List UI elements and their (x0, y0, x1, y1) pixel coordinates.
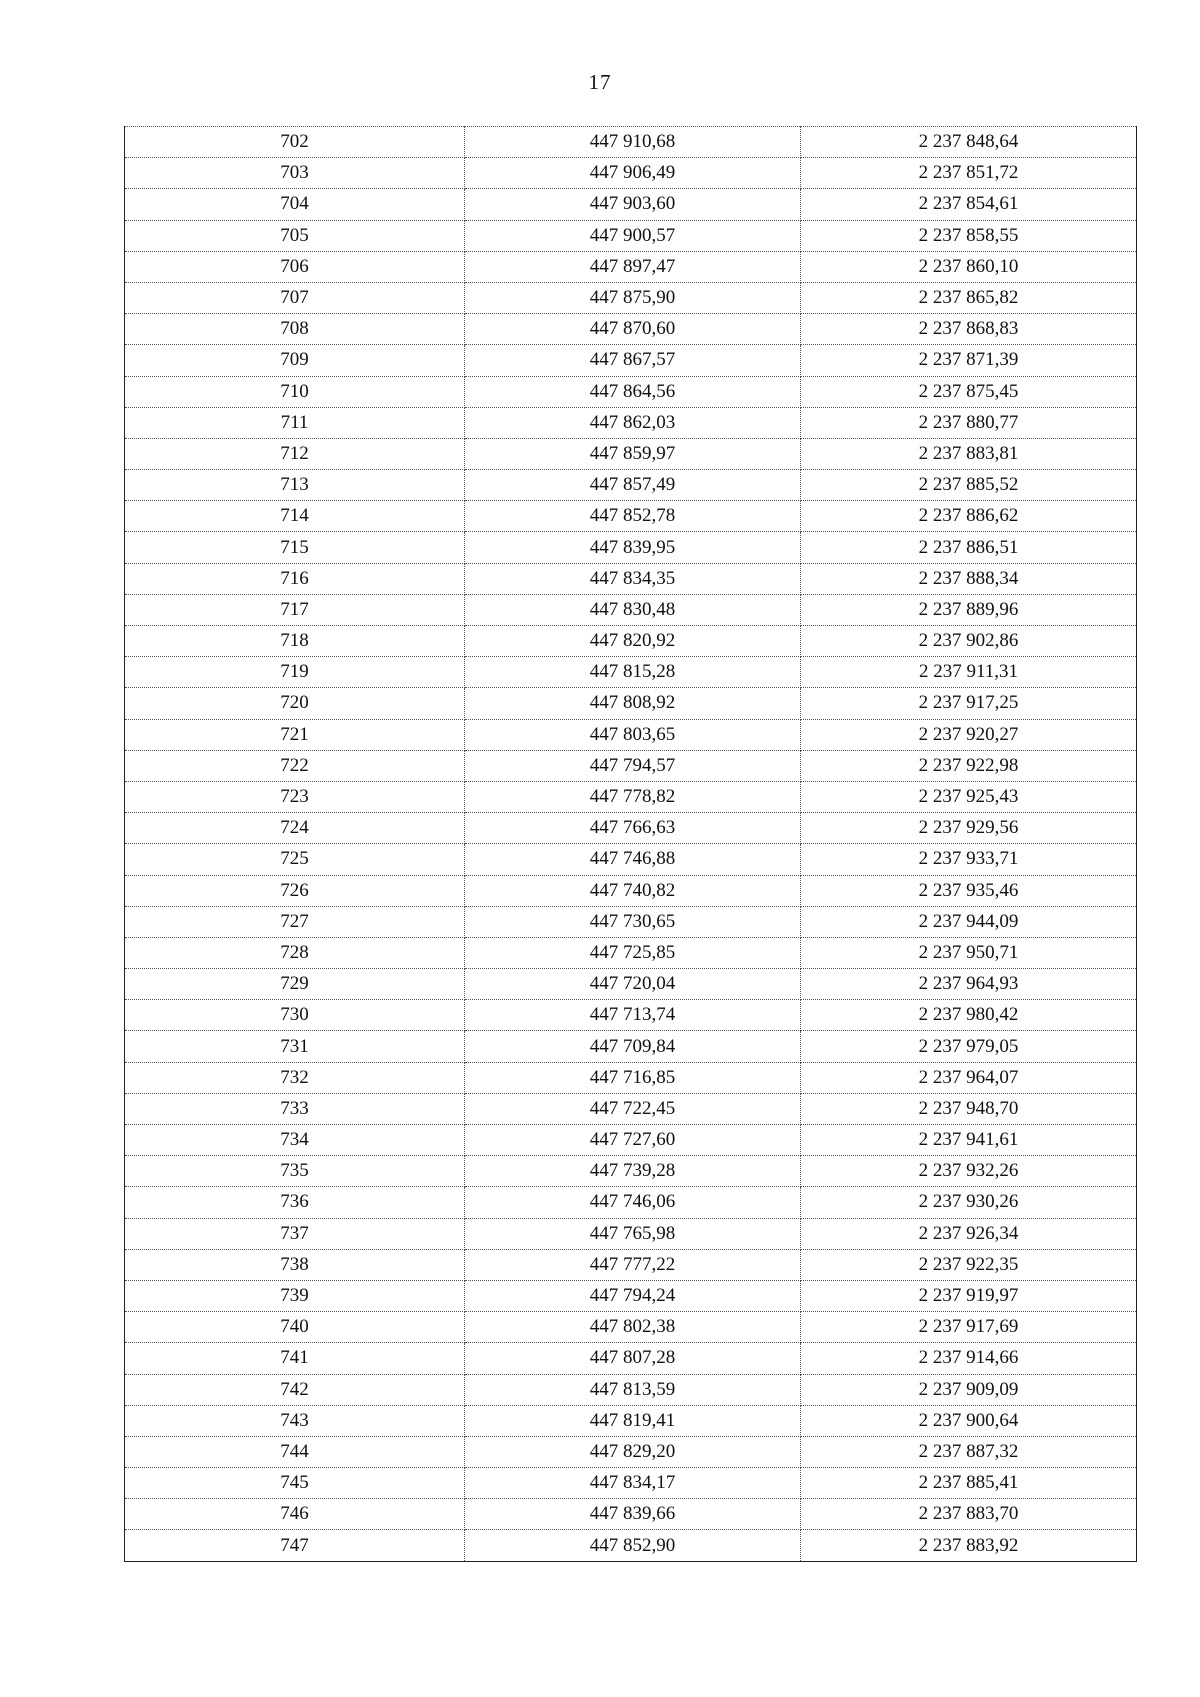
y-coordinate-cell: 2 237 922,35 (801, 1249, 1137, 1280)
table-row (125, 1280, 1137, 1311)
table-row (125, 875, 1137, 906)
point-number-cell: 715 (125, 532, 465, 563)
y-coordinate-cell: 2 237 917,69 (801, 1312, 1137, 1343)
y-coordinate-cell: 2 237 880,77 (801, 407, 1137, 438)
table-row (125, 1436, 1137, 1467)
point-number-cell: 731 (125, 1031, 465, 1062)
point-number-cell: 720 (125, 688, 465, 719)
table-row (125, 1093, 1137, 1124)
y-coordinate-cell: 2 237 887,32 (801, 1436, 1137, 1467)
y-coordinate-cell: 2 237 935,46 (801, 875, 1137, 906)
x-coordinate-cell: 447 870,60 (465, 314, 801, 345)
coordinates-table-body (125, 127, 1137, 1562)
point-number-cell: 709 (125, 345, 465, 376)
table-row (125, 781, 1137, 812)
y-coordinate-cell: 2 237 980,42 (801, 1000, 1137, 1031)
y-coordinate-cell: 2 237 848,64 (801, 127, 1137, 158)
y-coordinate-cell: 2 237 950,71 (801, 937, 1137, 968)
x-coordinate-cell: 447 740,82 (465, 875, 801, 906)
point-number-cell: 747 (125, 1530, 465, 1561)
point-number-cell: 704 (125, 189, 465, 220)
point-number-cell: 718 (125, 626, 465, 657)
y-coordinate-cell: 2 237 858,55 (801, 220, 1137, 251)
y-coordinate-cell: 2 237 929,56 (801, 813, 1137, 844)
x-coordinate-cell: 447 834,35 (465, 563, 801, 594)
y-coordinate-cell: 2 237 925,43 (801, 781, 1137, 812)
point-number-cell: 739 (125, 1280, 465, 1311)
y-coordinate-cell: 2 237 883,81 (801, 438, 1137, 469)
y-coordinate-cell: 2 237 979,05 (801, 1031, 1137, 1062)
table-row (125, 438, 1137, 469)
x-coordinate-cell: 447 859,97 (465, 438, 801, 469)
y-coordinate-cell: 2 237 948,70 (801, 1093, 1137, 1124)
x-coordinate-cell: 447 867,57 (465, 345, 801, 376)
table-row (125, 626, 1137, 657)
x-coordinate-cell: 447 834,17 (465, 1468, 801, 1499)
x-coordinate-cell: 447 746,88 (465, 844, 801, 875)
point-number-cell: 741 (125, 1343, 465, 1374)
point-number-cell: 710 (125, 376, 465, 407)
point-number-cell: 730 (125, 1000, 465, 1031)
table-row (125, 532, 1137, 563)
table-row (125, 813, 1137, 844)
x-coordinate-cell: 447 802,38 (465, 1312, 801, 1343)
table-row (125, 407, 1137, 438)
point-number-cell: 732 (125, 1062, 465, 1093)
table-row (125, 314, 1137, 345)
x-coordinate-cell: 447 839,66 (465, 1499, 801, 1530)
x-coordinate-cell: 447 725,85 (465, 937, 801, 968)
x-coordinate-cell: 447 829,20 (465, 1436, 801, 1467)
table-row (125, 501, 1137, 532)
point-number-cell: 746 (125, 1499, 465, 1530)
point-number-cell: 740 (125, 1312, 465, 1343)
table-row (125, 1405, 1137, 1436)
table-row (125, 969, 1137, 1000)
table-row (125, 1125, 1137, 1156)
table-row (125, 1249, 1137, 1280)
x-coordinate-cell: 447 819,41 (465, 1405, 801, 1436)
table-row (125, 127, 1137, 158)
y-coordinate-cell: 2 237 964,07 (801, 1062, 1137, 1093)
point-number-cell: 744 (125, 1436, 465, 1467)
y-coordinate-cell: 2 237 914,66 (801, 1343, 1137, 1374)
x-coordinate-cell: 447 875,90 (465, 282, 801, 313)
table-row (125, 1187, 1137, 1218)
point-number-cell: 726 (125, 875, 465, 906)
x-coordinate-cell: 447 716,85 (465, 1062, 801, 1093)
x-coordinate-cell: 447 709,84 (465, 1031, 801, 1062)
y-coordinate-cell: 2 237 885,41 (801, 1468, 1137, 1499)
table-row (125, 906, 1137, 937)
point-number-cell: 706 (125, 251, 465, 282)
point-number-cell: 738 (125, 1249, 465, 1280)
y-coordinate-cell: 2 237 932,26 (801, 1156, 1137, 1187)
point-number-cell: 735 (125, 1156, 465, 1187)
y-coordinate-cell: 2 237 883,70 (801, 1499, 1137, 1530)
table-row (125, 220, 1137, 251)
y-coordinate-cell: 2 237 860,10 (801, 251, 1137, 282)
point-number-cell: 736 (125, 1187, 465, 1218)
table-row (125, 1312, 1137, 1343)
point-number-cell: 728 (125, 937, 465, 968)
x-coordinate-cell: 447 820,92 (465, 626, 801, 657)
x-coordinate-cell: 447 778,82 (465, 781, 801, 812)
y-coordinate-cell: 2 237 919,97 (801, 1280, 1137, 1311)
table-row (125, 470, 1137, 501)
y-coordinate-cell: 2 237 933,71 (801, 844, 1137, 875)
x-coordinate-cell: 447 766,63 (465, 813, 801, 844)
x-coordinate-cell: 447 900,57 (465, 220, 801, 251)
table-row (125, 376, 1137, 407)
y-coordinate-cell: 2 237 885,52 (801, 470, 1137, 501)
point-number-cell: 742 (125, 1374, 465, 1405)
point-number-cell: 724 (125, 813, 465, 844)
y-coordinate-cell: 2 237 871,39 (801, 345, 1137, 376)
y-coordinate-cell: 2 237 886,62 (801, 501, 1137, 532)
table-row (125, 719, 1137, 750)
table-row (125, 1530, 1137, 1561)
x-coordinate-cell: 447 794,24 (465, 1280, 801, 1311)
y-coordinate-cell: 2 237 941,61 (801, 1125, 1137, 1156)
x-coordinate-cell: 447 807,28 (465, 1343, 801, 1374)
table-row (125, 345, 1137, 376)
point-number-cell: 708 (125, 314, 465, 345)
y-coordinate-cell: 2 237 883,92 (918, 1534, 1019, 1556)
point-number-cell: 737 (125, 1218, 465, 1249)
y-coordinate-cell: 2 237 902,86 (801, 626, 1137, 657)
x-coordinate-cell: 447 903,60 (465, 189, 801, 220)
point-number-cell: 733 (125, 1093, 465, 1124)
x-coordinate-cell: 447 852,78 (465, 501, 801, 532)
table-row (125, 1156, 1137, 1187)
x-coordinate-cell: 447 746,06 (465, 1187, 801, 1218)
point-number-cell: 714 (125, 501, 465, 532)
table-row (125, 688, 1137, 719)
x-coordinate-cell: 447 857,49 (465, 470, 801, 501)
x-coordinate-cell: 447 765,98 (465, 1218, 801, 1249)
x-coordinate-cell: 447 720,04 (465, 969, 801, 1000)
y-coordinate-cell: 2 237 888,34 (801, 563, 1137, 594)
point-number-cell: 734 (125, 1125, 465, 1156)
x-coordinate-cell: 447 730,65 (465, 906, 801, 937)
x-coordinate-cell: 447 813,59 (465, 1374, 801, 1405)
point-number-cell: 705 (125, 220, 465, 251)
y-coordinate-cell: 2 237 865,82 (801, 282, 1137, 313)
y-coordinate-cell: 2 237 911,31 (801, 657, 1137, 688)
table-row (125, 563, 1137, 594)
table-row (125, 594, 1137, 625)
x-coordinate-cell: 447 839,95 (465, 532, 801, 563)
point-number-cell: 743 (125, 1405, 465, 1436)
point-number-cell: 717 (125, 594, 465, 625)
y-coordinate-cell: 2 237 868,83 (801, 314, 1137, 345)
y-coordinate-cell: 2 237 875,45 (801, 376, 1137, 407)
x-coordinate-cell: 447 897,47 (465, 251, 801, 282)
table-row (125, 750, 1137, 781)
y-coordinate-cell: 2 237 922,98 (801, 750, 1137, 781)
point-number-cell: 711 (125, 407, 465, 438)
x-coordinate-cell: 447 794,57 (465, 750, 801, 781)
y-coordinate-cell: 2 237 909,09 (801, 1374, 1137, 1405)
x-coordinate-cell: 447 777,22 (465, 1249, 801, 1280)
x-coordinate-cell: 447 727,60 (465, 1125, 801, 1156)
y-coordinate-cell: 2 237 926,34 (801, 1218, 1137, 1249)
x-coordinate-cell: 447 852,90 (465, 1530, 801, 1561)
x-coordinate-cell: 447 815,28 (465, 657, 801, 688)
table-row (125, 1031, 1137, 1062)
x-coordinate-cell: 447 830,48 (465, 594, 801, 625)
table-row (125, 1374, 1137, 1405)
point-number-cell: 713 (125, 470, 465, 501)
point-number-cell: 729 (125, 969, 465, 1000)
table-row (125, 1218, 1137, 1249)
point-number-cell: 727 (125, 906, 465, 937)
point-number-cell: 703 (125, 158, 465, 189)
x-coordinate-cell: 447 862,03 (465, 407, 801, 438)
page-number: 17 (588, 70, 612, 94)
point-number-cell: 723 (125, 781, 465, 812)
y-coordinate-cell: 2 237 900,64 (801, 1405, 1137, 1436)
table-row (125, 1343, 1137, 1374)
y-coordinate-cell: 2 237 944,09 (801, 906, 1137, 937)
table-row (125, 1499, 1137, 1530)
point-number-cell: 702 (125, 127, 465, 158)
y-coordinate-cell: 2 237 854,61 (801, 189, 1137, 220)
y-coordinate-cell: 2 237 851,72 (801, 158, 1137, 189)
x-coordinate-cell: 447 803,65 (465, 719, 801, 750)
x-coordinate-cell: 447 808,92 (465, 688, 801, 719)
table-row (125, 282, 1137, 313)
point-number-cell: 712 (125, 438, 465, 469)
table-row (125, 251, 1137, 282)
coordinates-table (124, 126, 1137, 1562)
x-coordinate-cell: 447 910,68 (465, 127, 801, 158)
table-row (125, 158, 1137, 189)
point-number-cell: 716 (125, 563, 465, 594)
point-number-cell: 722 (125, 750, 465, 781)
y-coordinate-cell: 2 237 917,25 (801, 688, 1137, 719)
table-row (125, 657, 1137, 688)
table-row (125, 1062, 1137, 1093)
x-coordinate-cell: 447 739,28 (465, 1156, 801, 1187)
point-number-cell: 721 (125, 719, 465, 750)
x-coordinate-cell: 447 906,49 (465, 158, 801, 189)
point-number-cell: 745 (125, 1468, 465, 1499)
x-coordinate-cell: 447 722,45 (465, 1093, 801, 1124)
table-row (125, 1000, 1137, 1031)
x-coordinate-cell: 447 864,56 (465, 376, 801, 407)
point-number-cell: 707 (125, 282, 465, 313)
point-number-cell: 719 (125, 657, 465, 688)
table-row (125, 1468, 1137, 1499)
y-coordinate-cell: 2 237 920,27 (801, 719, 1137, 750)
x-coordinate-cell: 447 713,74 (465, 1000, 801, 1031)
table-row (125, 844, 1137, 875)
y-coordinate-cell: 2 237 886,51 (801, 532, 1137, 563)
point-number-cell: 725 (125, 844, 465, 875)
table-row (125, 189, 1137, 220)
table-row (125, 937, 1137, 968)
y-coordinate-cell: 2 237 930,26 (801, 1187, 1137, 1218)
y-coordinate-cell: 2 237 889,96 (801, 594, 1137, 625)
y-coordinate-cell: 2 237 964,93 (801, 969, 1137, 1000)
